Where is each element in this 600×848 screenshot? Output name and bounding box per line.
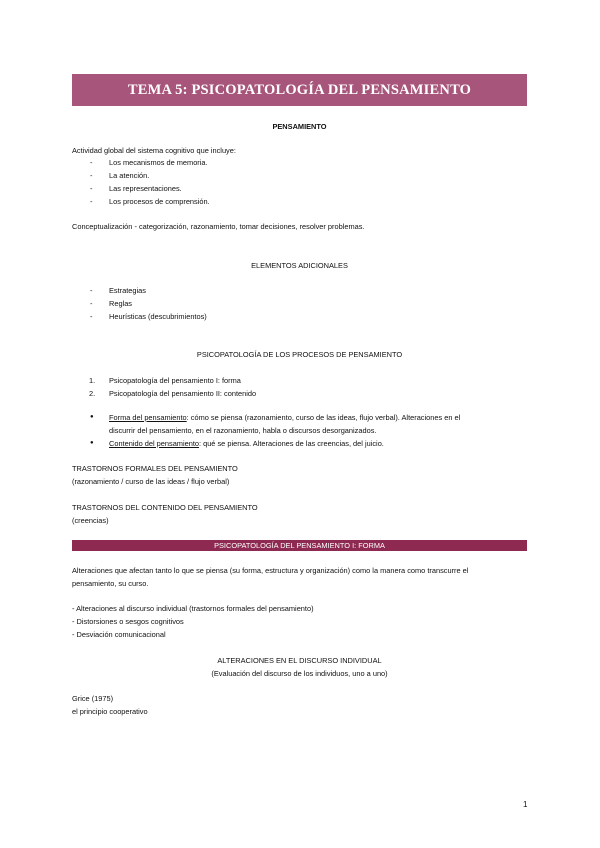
forma-paragraph-line1: Alteraciones que afectan tanto lo que se piensa (su forma, estructura y organización) como la manera como transcurre el xyxy=(72,566,469,575)
list-item: Psicopatología del pensamiento I: forma xyxy=(109,376,241,385)
procesos-heading: PSICOPATOLOGÍA DE LOS PROCESOS DE PENSAMIENTO xyxy=(196,350,403,359)
contenido-description: : qué se piensa. Alteraciones de las creencias, del juicio. xyxy=(198,439,384,448)
list-dash: - xyxy=(90,299,93,308)
forma-list-item: - Desviación comunicacional xyxy=(72,630,166,639)
forma-description-cont: discurrir del pensamiento, en el razonamiento, habla o discursos desorganizados. xyxy=(109,426,377,435)
section-bar-forma: PSICOPATOLOGÍA DEL PENSAMIENTO I: FORMA xyxy=(72,540,527,551)
elementos-heading: ELEMENTOS ADICIONALES xyxy=(251,261,348,270)
conceptualizacion-text: Conceptualización - categorización, razonamiento, tomar decisiones, resolver problemas. xyxy=(72,222,365,231)
pensamiento-heading: PENSAMIENTO xyxy=(272,122,327,131)
pensamiento-intro: Actividad global del sistema cognitivo que incluye: xyxy=(72,146,236,155)
forma-list-item: - Distorsiones o sesgos cognitivos xyxy=(72,617,184,626)
contenido-term: Contenido del pensamiento xyxy=(109,439,199,448)
trastornos-contenido-heading: TRASTORNOS DEL CONTENIDO DEL PENSAMIENTO xyxy=(72,503,258,512)
discurso-sub: (Evaluación del discurso de los individuos, uno a uno) xyxy=(211,669,388,678)
forma-term: Forma del pensamiento xyxy=(109,413,187,422)
grice-principle: el principio cooperativo xyxy=(72,707,148,716)
grice-reference: Grice (1975) xyxy=(72,694,114,703)
list-item: La atención. xyxy=(109,171,150,180)
forma-description: : cómo se piensa (razonamiento, curso de las ideas, flujo verbal). Alteraciones en el xyxy=(186,413,461,422)
page-number: 1 xyxy=(523,800,528,809)
list-dash: - xyxy=(90,184,93,193)
list-number: 1. xyxy=(89,376,96,385)
list-item: Los mecanismos de memoria. xyxy=(109,158,208,167)
list-dash: - xyxy=(90,197,93,206)
list-item: Heurísticas (descubrimientos) xyxy=(109,312,207,321)
list-item: Psicopatología del pensamiento II: contenido xyxy=(109,389,257,398)
trastornos-formales-sub: (razonamiento / curso de las ideas / flujo verbal) xyxy=(72,477,230,486)
trastornos-contenido-sub: (creencias) xyxy=(72,516,109,525)
discurso-heading: ALTERACIONES EN EL DISCURSO INDIVIDUAL xyxy=(217,656,382,665)
list-item: Reglas xyxy=(109,299,133,308)
list-item: Los procesos de comprensión. xyxy=(109,197,210,206)
forma-paragraph-line2: pensamiento, su curso. xyxy=(72,579,149,588)
list-item: Las representaciones. xyxy=(109,184,182,193)
bullet-icon: ● xyxy=(90,440,94,446)
list-dash: - xyxy=(90,171,93,180)
list-dash: - xyxy=(90,286,93,295)
list-item: Estrategias xyxy=(109,286,146,295)
list-dash: - xyxy=(90,312,93,321)
list-number: 2. xyxy=(89,389,96,398)
trastornos-formales-heading: TRASTORNOS FORMALES DEL PENSAMIENTO xyxy=(72,464,238,473)
document-title: TEMA 5: PSICOPATOLOGÍA DEL PENSAMIENTO xyxy=(72,74,527,106)
list-dash: - xyxy=(90,158,93,167)
bullet-icon: ● xyxy=(90,414,94,420)
forma-list-item: - Alteraciones al discurso individual (trastornos formales del pensamiento) xyxy=(72,604,314,613)
